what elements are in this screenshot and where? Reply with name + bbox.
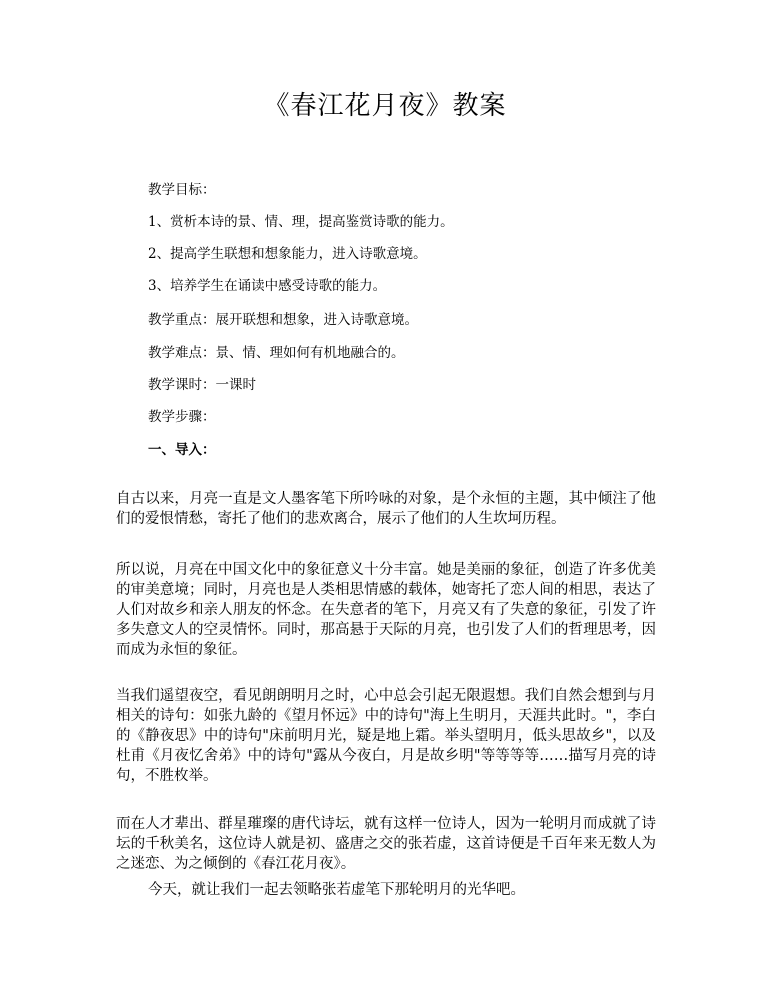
teaching-difficulty: 教学难点：景、情、理如何有机地融合的。 [148, 345, 405, 361]
goal-item-1: 1、赏析本诗的景、情、理，提高鉴赏诗歌的能力。 [148, 214, 454, 230]
teaching-goals-heading: 教学目标： [148, 182, 216, 198]
goal-item-3: 3、培养学生在诵读中感受诗歌的能力。 [148, 278, 387, 294]
teaching-hours: 教学课时：一课时 [148, 377, 256, 393]
paragraph-4: 而在人才辈出、群星璀璨的唐代诗坛，就有这样一位诗人，因为一轮明月而成就了诗坛的千秋美名，这位诗人就是初、盛唐之交的张若虚，这首诗便是千百年来无数人为之迷恋、为之倾倒的《春江花月夜》。 [116, 816, 656, 872]
document-title: 《春江花月夜》教案 [263, 91, 507, 121]
paragraph-1: 自古以来，月亮一直是文人墨客笔下所吟咏的对象，是个永恒的主题，其中倾注了他们的爱恨情愁，寄托了他们的悲欢离合，展示了他们的人生坎坷历程。 [116, 491, 656, 527]
section-heading-introduction: 一、导入： [148, 442, 216, 458]
teaching-steps-heading: 教学步骤： [148, 409, 216, 425]
goal-item-2: 2、提高学生联想和想象能力，进入诗歌意境。 [148, 246, 427, 262]
paragraph-2: 所以说，月亮在中国文化中的象征意义十分丰富。她是美丽的象征，创造了许多优美的审美意境；同时，月亮也是人类相思情感的载体，她寄托了恋人间的相思，表达了人们对故乡和亲人朋友的怀念。在失意者的笔下，月亮又有了失意的象征，引发了许多失意文人的空灵情怀。同时，那高悬于天际的月亮，也引发了人们的哲理思考，因而成为永恒的象征。 [116, 562, 656, 658]
paragraph-3: 当我们遥望夜空，看见朗朗明月之时，心中总会引起无限遐想。我们自然会想到与月相关的诗句：如张九龄的《望月怀远》中的诗句"海上生明月，天涯共此时。"，李白的《静夜思》中的诗句"床前明月光，疑是地上霜。举头望明月，低头思故乡"，以及杜甫《月夜忆舍弟》中的诗句"露从今夜白，月是故乡明"等等等等……描写月亮的诗句，不胜枚举。 [116, 688, 656, 784]
teaching-focus: 教学重点：展开联想和想象，进入诗歌意境。 [148, 312, 418, 328]
closing-paragraph: 今天，就让我们一起去领略张若虚笔下那轮明月的光华吧。 [148, 882, 525, 898]
